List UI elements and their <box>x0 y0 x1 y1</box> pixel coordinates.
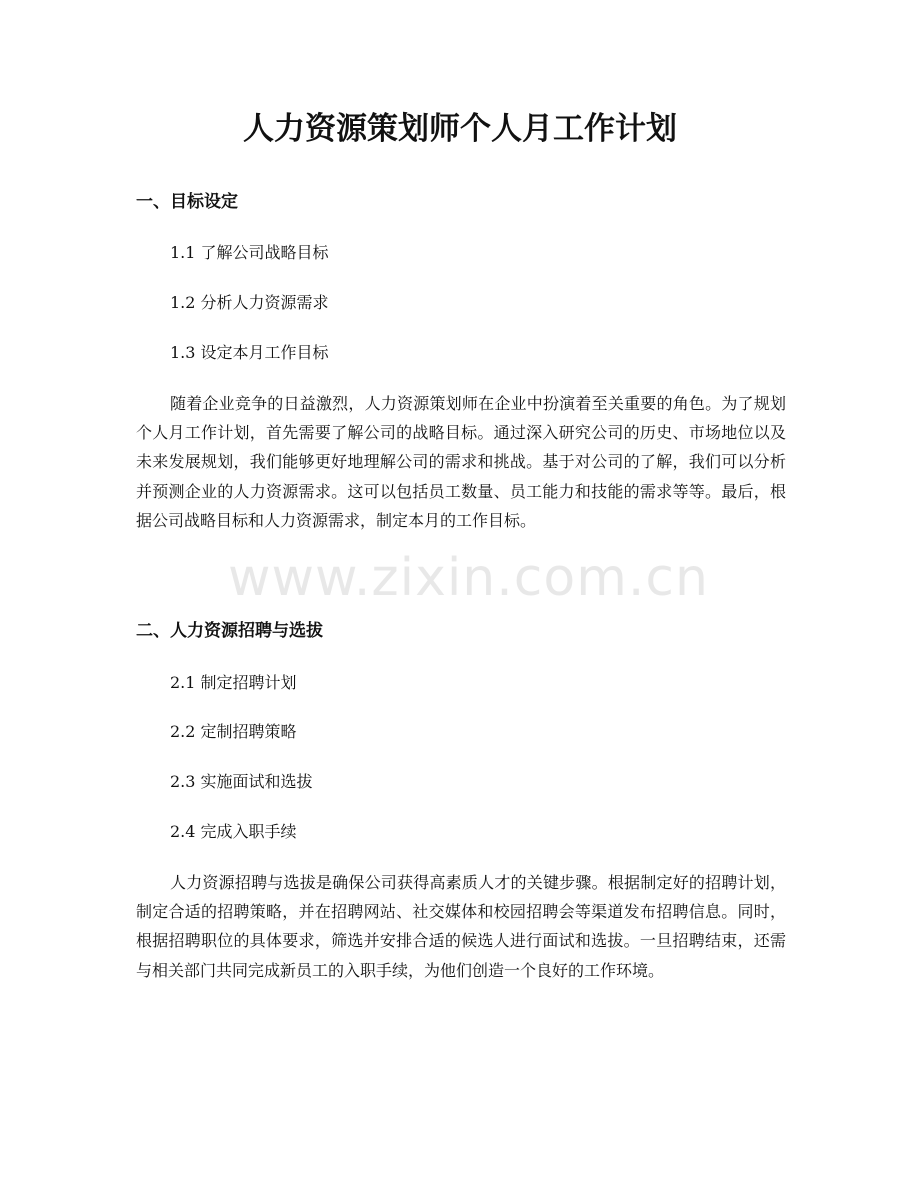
section-1-paragraph: 随着企业竞争的日益激烈，人力资源策划师在企业中扮演着至关重要的角色。为了规划个人月工作计划，首先需要了解公司的战略目标。通过深入研究公司的历史、市场地位以及未来发展规划，我们能够更好地理解公司的需求和挑战。基于对公司的了解，我们可以分析并预测企业的人力资源需求。这可以包括员工数量、员工能力和技能的需求等等。最后，根据公司战略目标和人力资源需求，制定本月的工作目标。 <box>136 394 786 530</box>
document-title: 人力资源策划师个人月工作计划 <box>243 111 677 147</box>
section-2-item-3: 2.3 实施面试和选拔 <box>170 772 313 791</box>
section-1-item-2: 1.2 分析人力资源需求 <box>170 293 329 312</box>
section-2-item-4: 2.4 完成入职手续 <box>170 822 297 841</box>
section-2-item-1: 2.1 制定招聘计划 <box>170 673 297 692</box>
section-heading-1: 一、目标设定 <box>136 192 238 212</box>
section-1-item-3: 1.3 设定本月工作目标 <box>170 343 329 362</box>
section-1-item-1: 1.1 了解公司战略目标 <box>170 243 329 262</box>
section-2-item-2: 2.2 定制招聘策略 <box>170 722 297 741</box>
section-heading-2: 二、人力资源招聘与选拔 <box>136 621 323 641</box>
section-2-paragraph: 人力资源招聘与选拔是确保公司获得高素质人才的关键步骤。根据制定好的招聘计划，制定合适的招聘策略，并在招聘网站、社交媒体和校园招聘会等渠道发布招聘信息。同时，根据招聘职位的具体要求，筛选并安排合适的候选人进行面试和选拔。一旦招聘结束，还需与相关部门共同完成新员工的入职手续，为他们创造一个良好的工作环境。 <box>136 873 786 980</box>
watermark: www.zixin.com.cn <box>228 548 709 608</box>
